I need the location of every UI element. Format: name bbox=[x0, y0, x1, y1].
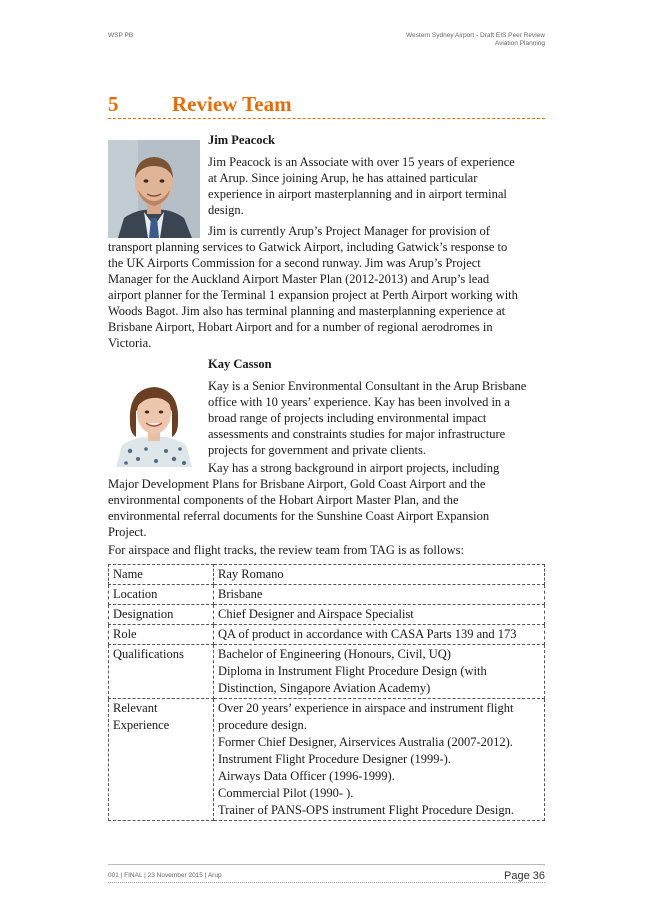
review-team-intro: For airspace and flight tracks, the review team from TAG is as follows: bbox=[108, 543, 464, 557]
table-label-cell bbox=[109, 565, 214, 585]
table-value-cell bbox=[214, 645, 545, 699]
jim-bio-line: Jim is currently Arup’s Project Manager for provision of bbox=[208, 224, 490, 238]
table-row bbox=[109, 565, 545, 585]
table-label-line: Designation bbox=[113, 607, 174, 621]
footer-rule bbox=[108, 864, 545, 865]
header-right bbox=[406, 32, 545, 48]
table-value-line: Diploma in Instrument Flight Procedure Design (with bbox=[218, 664, 487, 678]
table-value-line: Over 20 years’ experience in airspace and instrument flight bbox=[218, 701, 514, 715]
table-value-cell bbox=[214, 565, 545, 585]
page-number: Page 36 bbox=[504, 870, 545, 882]
table-value-line: Chief Designer and Airspace Specialist bbox=[218, 607, 414, 621]
section-title: Review Team bbox=[172, 92, 292, 116]
section-rule bbox=[108, 118, 545, 119]
jim-bio-line: the UK Airports Commission for a second runway. Jim was Arup’s Project bbox=[108, 256, 481, 270]
jim-bio-line: Manager for the Auckland Airport Master Plan (2012-2013) and Arup’s lead bbox=[108, 272, 490, 286]
jim-bio-line: Woods Bagot. Jim also has terminal planning and masterplanning experience at bbox=[108, 304, 506, 318]
table-label-line: Qualifications bbox=[113, 647, 184, 661]
kay-bio-line: assessments and constraints studies for major infrastructure bbox=[208, 427, 506, 441]
review-team-table bbox=[108, 564, 545, 821]
kay-bio-paragraph-2 bbox=[108, 460, 545, 540]
table-value-line: procedure design. bbox=[218, 718, 307, 732]
table-label-line: Relevant bbox=[113, 701, 158, 715]
jim-bio-line: airport planner for the Terminal 1 expansion project at Perth Airport working with bbox=[108, 288, 518, 302]
table-label-cell bbox=[109, 699, 214, 821]
table-label-line: Location bbox=[113, 587, 158, 601]
jim-bio-line: transport planning services to Gatwick Airport, including Gatwick’s response to bbox=[108, 240, 508, 254]
table-value-line: Brisbane bbox=[218, 587, 263, 601]
kay-bio-line: Kay has a strong background in airport projects, including bbox=[208, 461, 500, 475]
table-label-cell bbox=[109, 585, 214, 605]
header-right-line1: Western Sydney Airport - Draft EIS Peer Review bbox=[406, 32, 545, 39]
jim-bio-paragraph-2 bbox=[108, 223, 545, 351]
kay-bio-line: office with 10 years’ experience. Kay has been involved in a bbox=[208, 395, 510, 409]
table-value-line: Bachelor of Engineering (Honours, Civil, UQ) bbox=[218, 647, 451, 661]
kay-bio-paragraph-1 bbox=[208, 378, 545, 458]
kay-bio-line: Kay is a Senior Environmental Consultant in the Arup Brisbane bbox=[208, 379, 527, 393]
table-row bbox=[109, 585, 545, 605]
table-value-cell bbox=[214, 585, 545, 605]
table-label-line: Name bbox=[113, 567, 143, 581]
kay-bio-line: environmental referral documents for the Sunshine Coast Airport Expansion bbox=[108, 509, 490, 523]
table-value-line: Ray Romano bbox=[218, 567, 284, 581]
jim-bio-paragraph-1 bbox=[208, 154, 545, 218]
table-row bbox=[109, 699, 545, 821]
table-value-line: Airways Data Officer (1996-1999). bbox=[218, 769, 395, 783]
kay-bio-line: projects for government and private clients. bbox=[208, 443, 426, 457]
table-value-line: Commercial Pilot (1990- ). bbox=[218, 786, 354, 800]
kay-bio-line: broad range of projects including environmental impact bbox=[208, 411, 487, 425]
table-label-cell bbox=[109, 605, 214, 625]
table-label-line: Experience bbox=[113, 718, 170, 732]
jim-bio-line: at Arup. Since joining Arup, he has attained particular bbox=[208, 171, 478, 185]
header-left: WSP PB bbox=[108, 32, 134, 39]
jim-bio-line: Jim Peacock is an Associate with over 15 years of experience bbox=[208, 155, 515, 169]
table-value-line: Instrument Flight Procedure Designer (1999-). bbox=[218, 752, 451, 766]
header-right-line2: Aviation Planning bbox=[494, 40, 545, 47]
kay-casson-photo bbox=[108, 371, 200, 467]
table-label-line: Role bbox=[113, 627, 137, 641]
table-row bbox=[109, 645, 545, 699]
jim-bio-line: Victoria. bbox=[108, 336, 152, 350]
table-label-cell bbox=[109, 625, 214, 645]
table-value-line: QA of product in accordance with CASA Parts 139 and 173 bbox=[218, 627, 517, 641]
kay-bio-line: Project. bbox=[108, 525, 147, 539]
kay-bio-line: Major Development Plans for Brisbane Airport, Gold Coast Airport and the bbox=[108, 477, 486, 491]
jim-bio-line: experience in airport masterplanning and in airport terminal bbox=[208, 187, 507, 201]
table-value-cell bbox=[214, 605, 545, 625]
kay-casson-name: Kay Casson bbox=[208, 357, 272, 371]
kay-bio-line: environmental components of the Hobart Airport Master Plan, and the bbox=[108, 493, 459, 507]
table-value-cell bbox=[214, 699, 545, 821]
footer-file-path bbox=[108, 882, 545, 887]
jim-peacock-name: Jim Peacock bbox=[208, 133, 275, 147]
table-value-cell bbox=[214, 625, 545, 645]
table-label-cell bbox=[109, 645, 214, 699]
footer-left: 001 | FINAL | 23 November 2015 | Arup bbox=[108, 872, 222, 879]
table-value-line: Former Chief Designer, Airservices Australia (2007-2012). bbox=[218, 735, 513, 749]
jim-bio-line: design. bbox=[208, 203, 244, 217]
section-number: 5 bbox=[108, 92, 119, 116]
jim-bio-line: Brisbane Airport, Hobart Airport and for a number of regional aerodromes in bbox=[108, 320, 493, 334]
table-row bbox=[109, 605, 545, 625]
table-value-line: Distinction, Singapore Aviation Academy) bbox=[218, 681, 431, 695]
table-value-line: Trainer of PANS-OPS instrument Flight Procedure Design. bbox=[218, 803, 514, 817]
table-row bbox=[109, 625, 545, 645]
